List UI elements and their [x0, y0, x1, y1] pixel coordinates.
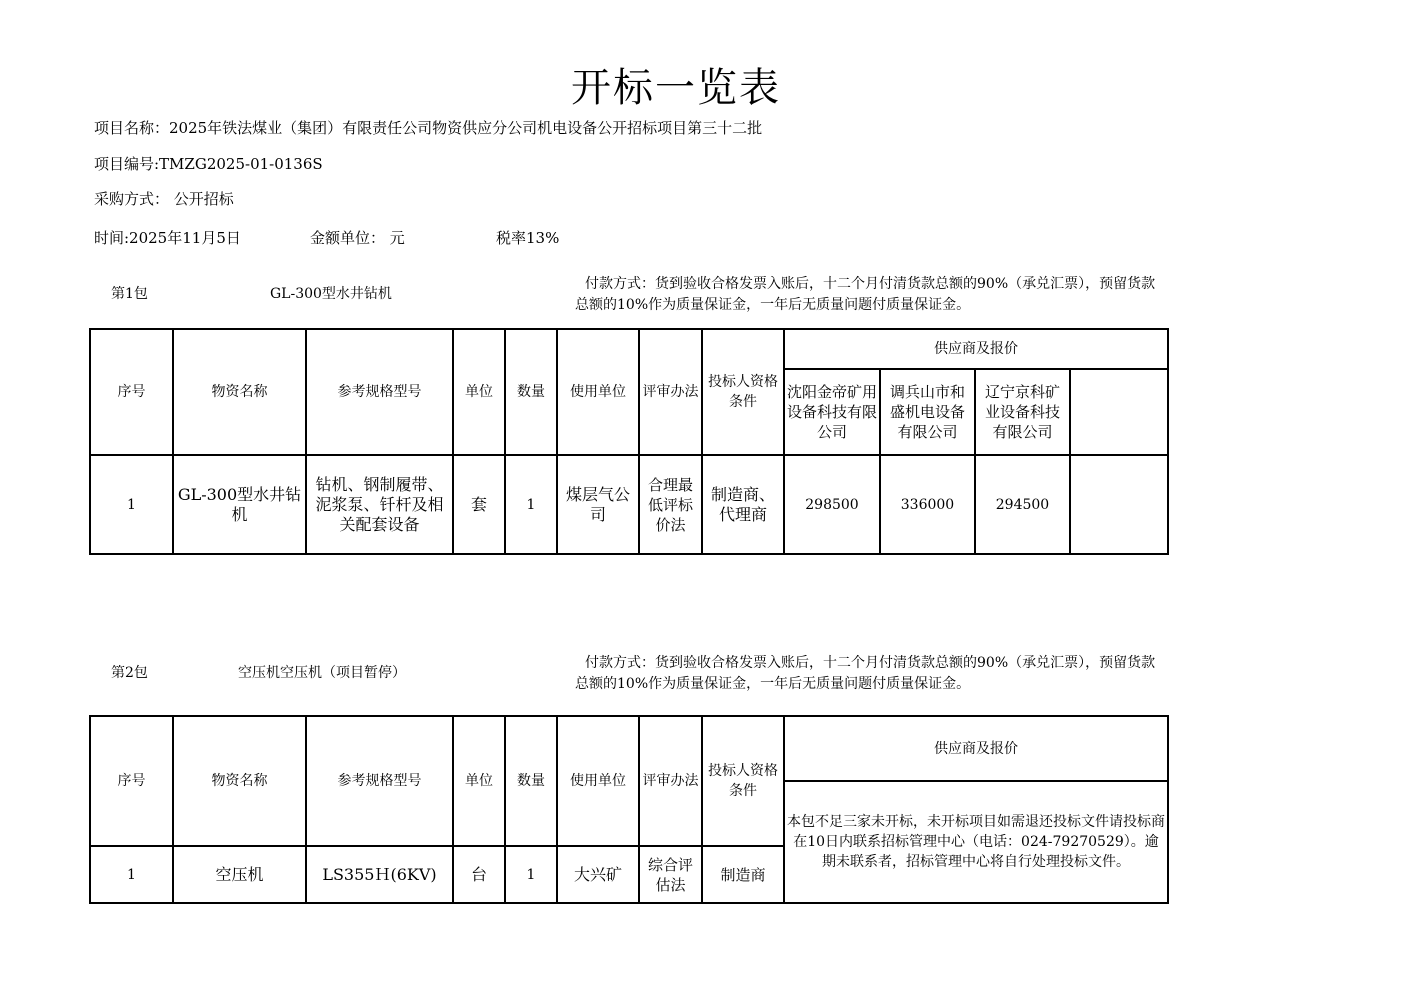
- supplier-name: [1070, 369, 1168, 455]
- header-unit: 单位: [453, 716, 505, 846]
- cell-price: 298500: [784, 455, 880, 554]
- package-item-title: 空压机空压机（项目暂停）: [238, 665, 406, 681]
- cell-user: 煤层气公司: [557, 455, 639, 554]
- header-qualify: 投标人资格条件: [702, 716, 784, 846]
- cell-method: 合理最低评标价法: [639, 455, 702, 554]
- header-suppliers: 供应商及报价: [784, 329, 1168, 369]
- payment-terms: 付款方式：货到验收合格发票入账后，十二个月付清货款总额的90%（承兑汇票），预留货款总额的10%作为质量保证金，一年后无质量问题付质量保证金。: [575, 276, 1156, 313]
- header-seq: 序号: [90, 716, 173, 846]
- bid-date: 时间:2025年11月5日: [94, 229, 241, 247]
- header-unit: 单位: [453, 329, 505, 455]
- supplier-name: 辽宁京科矿业设备科技有限公司: [975, 369, 1070, 455]
- cell-qualify: 制造商、代理商: [702, 455, 784, 554]
- header-suppliers: 供应商及报价: [784, 716, 1168, 781]
- cell-spec: 钻机、钢制履带、泥浆泵、钎杆及相关配套设备: [306, 455, 453, 554]
- cell-price: 336000: [880, 455, 975, 554]
- header-qty: 数量: [505, 716, 557, 846]
- cell-method: 综合评估法: [639, 846, 702, 903]
- cell-name: GL-300型水井钻机: [173, 455, 306, 554]
- cell-seq: 1: [90, 455, 173, 554]
- cell-qty: 1: [505, 846, 557, 903]
- bid-table-package-2: [89, 715, 1169, 904]
- cell-name: 空压机: [173, 846, 306, 903]
- header-seq: 序号: [90, 329, 173, 455]
- header-method: 评审办法: [639, 329, 702, 455]
- cell-qualify: 制造商: [702, 846, 784, 903]
- cell-price: 294500: [975, 455, 1070, 554]
- cell-spec: LS355Ｈ(6KV): [306, 846, 453, 903]
- header-qty: 数量: [505, 329, 557, 455]
- tax-rate: 税率13%: [496, 229, 560, 247]
- project-code: 项目编号:TMZG2025-01-0136S: [94, 155, 323, 173]
- header-qualify: 投标人资格条件: [702, 329, 784, 455]
- purchase-method: 采购方式： 公开招标: [94, 190, 234, 208]
- header-user: 使用单位: [557, 329, 639, 455]
- package-item-title: GL-300型水井钻机: [270, 286, 392, 302]
- page-title: 开标一览表: [571, 65, 781, 111]
- cell-price: [1070, 455, 1168, 554]
- supplier-name: 沈阳金帝矿用设备科技有限公司: [784, 369, 880, 455]
- project-name: 项目名称：2025年铁法煤业（集团）有限责任公司物资供应分公司机电设备公开招标项目第三十二批: [94, 119, 763, 137]
- header-spec: 参考规格型号: [306, 716, 453, 846]
- header-method: 评审办法: [639, 716, 702, 846]
- cell-user: 大兴矿: [557, 846, 639, 903]
- header-spec: 参考规格型号: [306, 329, 453, 455]
- cell-qty: 1: [505, 455, 557, 554]
- currency-unit: 金额单位： 元: [310, 229, 405, 247]
- not-opened-note: 本包不足三家未开标，未开标项目如需退还投标文件请投标商在10日内联系招标管理中心（电话：024-79270529）。逾期未联系者，招标管理中心将自行处理投标文件。: [784, 781, 1168, 903]
- supplier-name: 调兵山市和盛机电设备有限公司: [880, 369, 975, 455]
- header-name: 物资名称: [173, 329, 306, 455]
- package-label: 第1包: [111, 286, 148, 302]
- table-row: [90, 455, 1168, 554]
- header-user: 使用单位: [557, 716, 639, 846]
- header-name: 物资名称: [173, 716, 306, 846]
- cell-unit: 台: [453, 846, 505, 903]
- cell-unit: 套: [453, 455, 505, 554]
- package-label: 第2包: [111, 665, 148, 681]
- bid-table-package-1: [89, 328, 1169, 555]
- payment-terms: 付款方式：货到验收合格发票入账后，十二个月付清货款总额的90%（承兑汇票），预留货款总额的10%作为质量保证金，一年后无质量问题付质量保证金。: [575, 655, 1156, 692]
- cell-seq: 1: [90, 846, 173, 903]
